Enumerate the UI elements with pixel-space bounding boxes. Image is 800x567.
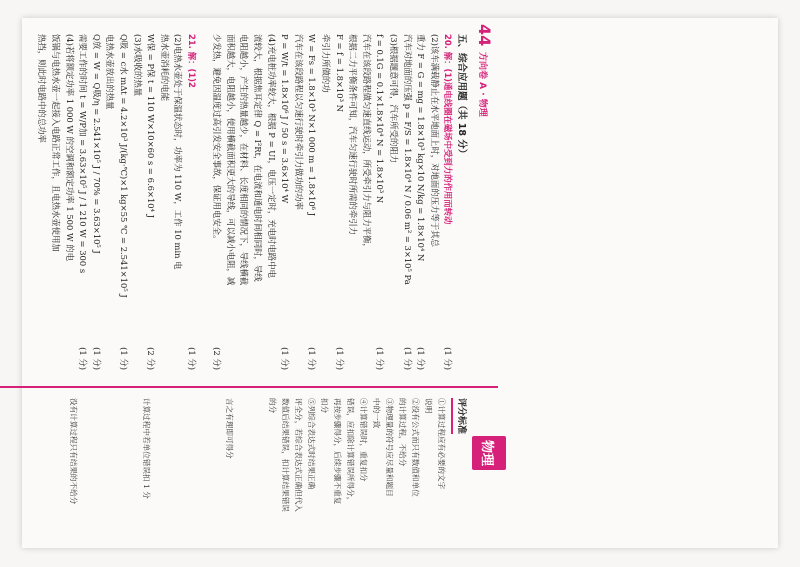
q20-text: P = W/t = 1.8×10⁶ J / 50 s = 3.6×10⁴ W [280, 34, 291, 204]
score-mark: (1 分) [402, 347, 413, 370]
q21-line [35, 34, 49, 370]
q21-text: Q吸 = c水 mΔt = 4.2×10³ J/(kg·℃)×1 kg×55 ℃ = 2.541×10⁵ J [119, 34, 130, 298]
rubric-note: ②没有公式而只有数值和单位 [411, 398, 420, 497]
q20-text: 根据二力平衡条件可知，汽车匀速行驶时所需的牵引力 [348, 34, 359, 235]
q20-answer [210, 34, 455, 370]
score-mark: (1 分) [91, 347, 102, 370]
q21-answer [35, 34, 198, 370]
q21-line [157, 34, 171, 370]
rubric-note: ⑤列综合表达式时结果正确 [307, 398, 316, 490]
q21-text: 电热水壶放出的热量 [105, 34, 116, 110]
score-mark: (1 分) [334, 347, 345, 370]
answer-column-q21 [35, 34, 198, 370]
q21-line [48, 34, 62, 370]
q21-text: 21. 解：(1)2 [187, 34, 197, 88]
q21-text: Q放 = W = Q吸/η = 2.541×10⁵ J / 70% = 3.63×10⁵ J [91, 34, 102, 254]
score-mark: (1 分) [280, 347, 291, 370]
q20-line [414, 34, 428, 370]
q20-text: 汽车在该段路程以匀速行驶时牵引力做功的功率 [293, 34, 304, 210]
rubric-note-q21a: 计算过程中若单位错误扣 1 分 [142, 398, 151, 499]
q20-text: (3)根据题意可得，汽车所受的阻力 [389, 34, 400, 164]
rubric-note: ③物理量的符号应尽量和题目 [385, 398, 394, 497]
q21-line [103, 34, 117, 370]
score-mark: (1 分) [119, 347, 130, 370]
q20-line [427, 34, 441, 370]
q20-line [237, 34, 251, 370]
rubric-note: 错误，应扣除计算错误所得分， [346, 398, 355, 505]
q20-line [305, 34, 319, 370]
q21-line [89, 34, 103, 370]
rubric-note-q21b: 没有计算过程只有结果的不给分 [69, 398, 78, 505]
q21-text: W保 = P保 t = 110 W×10×60 s = 6.6×10⁴ J [146, 34, 157, 218]
rubric-note: 的计算过程，不给分 [398, 398, 407, 467]
score-mark: (1 分) [443, 347, 454, 370]
q20-text: 电阻越小，产生的热量越少，在材料、长度相同的情况下，导线横截 [239, 34, 250, 286]
q21-text: (3)水吸收的热量 [132, 34, 143, 97]
q21-text: (4)若将额定功率 1 000 W 的空调和额定功率 1 500 W 的电 [64, 34, 75, 262]
q20-line [346, 34, 360, 370]
q20-text: (2)该车满载静止在水平地面上时，对地面的压力等于其总 [429, 34, 440, 247]
q20-text: F = f = 1.8×10³ N [334, 34, 345, 112]
rubric-note: 评全分，若综合表达式正确但代入 [294, 398, 303, 512]
q21-text: (2)电热水壶处于保温状态时，功率为 110 W，工作 10 min 电 [173, 34, 184, 270]
score-mark: (1 分) [416, 347, 427, 370]
q20-line [210, 34, 224, 370]
rubric-title: 评分标准 [451, 398, 467, 434]
q21-line [184, 34, 198, 370]
rubric-note: ①计算过程应有必要的文字 [437, 398, 446, 490]
rubric-note: 再按步骤得分，后续步骤不重复 [333, 398, 342, 505]
q20-text: 重力 F = G = mg = 1.8×10³ kg×10 N/kg = 1.8×10⁴ N [416, 34, 427, 262]
q21-text: 饭锅与电热水壶一起接入电路正常工作，且电热水壶使用加 [51, 34, 62, 252]
rubric-notes [266, 398, 448, 538]
rubric-note: 扣分 [320, 398, 329, 414]
q20-text: 面积越大，电阻越小，使用横截面积更大的导线，可以减小电阻，减 [225, 34, 236, 286]
score-mark: (1 分) [375, 347, 386, 370]
q20-line [386, 34, 400, 370]
q20-line [373, 34, 387, 370]
q21-line [130, 34, 144, 370]
q20-text: 20. 解：(1)通电线圈在磁场中受到力的作用而转动 [443, 34, 454, 225]
score-mark: (2 分) [146, 347, 157, 370]
rubric-note: 数值后结果错误，扣计算结果错误 [281, 398, 290, 512]
rubric-divider [0, 386, 498, 388]
rubric-note: 中的一致 [372, 398, 381, 429]
score-mark: (1 分) [307, 347, 318, 370]
page-number: 44 [475, 24, 494, 47]
book-title: 方向卷 A · 物理 [477, 52, 487, 117]
q20-line [441, 34, 455, 370]
q21-line [116, 34, 130, 370]
rubric-note-q20: 言之有理即可得分 [225, 398, 234, 459]
q20-text: 牵引力所做的功 [321, 34, 332, 93]
q20-line [223, 34, 237, 370]
q20-line [291, 34, 305, 370]
answer-sheet [22, 18, 778, 548]
q20-text: 汽车在该段路程做匀速直线运动，所受牵引力与阻力平衡， [361, 34, 372, 252]
rubric-note: 说明 [424, 398, 433, 414]
rotated-page [0, 26, 498, 546]
q20-text: 流较大，根据焦耳定律 Q = I²Rt，在电流和通电时间相同时，导线 [253, 34, 264, 282]
q21-text: 热挡，则此时电路中的总功率 [37, 34, 48, 143]
q20-line [251, 34, 265, 370]
rubric-panel [67, 398, 468, 538]
subject-tag: 物理 [472, 436, 506, 470]
q21-line [76, 34, 90, 370]
q21-line [171, 34, 185, 370]
q20-text: f = 0.1G = 0.1×1.8×10⁴ N = 1.8×10³ N [375, 34, 386, 204]
answer-column-q20 [210, 34, 468, 370]
q21-text: 热水壶消耗的电能 [159, 34, 170, 101]
q20-text: W = Fs = 1.8×10³ N×1 000 m = 1.8×10⁶ J [307, 34, 318, 217]
q20-text: (4)充电桩功率较大，根据 P = UI，电压一定时，充电时电路中电 [266, 34, 277, 278]
q20-line [278, 34, 292, 370]
score-mark: (1 分) [78, 347, 89, 370]
q20-line [332, 34, 346, 370]
score-mark: (2 分) [212, 347, 223, 370]
q20-text: 汽车对地面的压强 p = F/S = 1.8×10⁴ N / 0.06 m² = 3×10⁵ Pa [402, 34, 413, 285]
q20-line [264, 34, 278, 370]
rubric-note: ④计算错误时，重复扣分 [359, 398, 368, 482]
q20-line [359, 34, 373, 370]
score-mark: (1 分) [187, 347, 197, 370]
q21-line [144, 34, 158, 370]
q20-line [400, 34, 414, 370]
section-title: 五、综合应用题（共 18 分） [456, 34, 467, 159]
rubric-note: 的分 [268, 398, 277, 414]
q21-line [62, 34, 76, 370]
q20-line [318, 34, 332, 370]
q21-text: 需要工作的时间 t = W/P加 = 3.63×10⁵ J / 1 210 W = 300 s [78, 34, 89, 274]
q20-text: 少发热，避免因温度过高引发安全事故，保证用电安全。 [212, 34, 223, 244]
